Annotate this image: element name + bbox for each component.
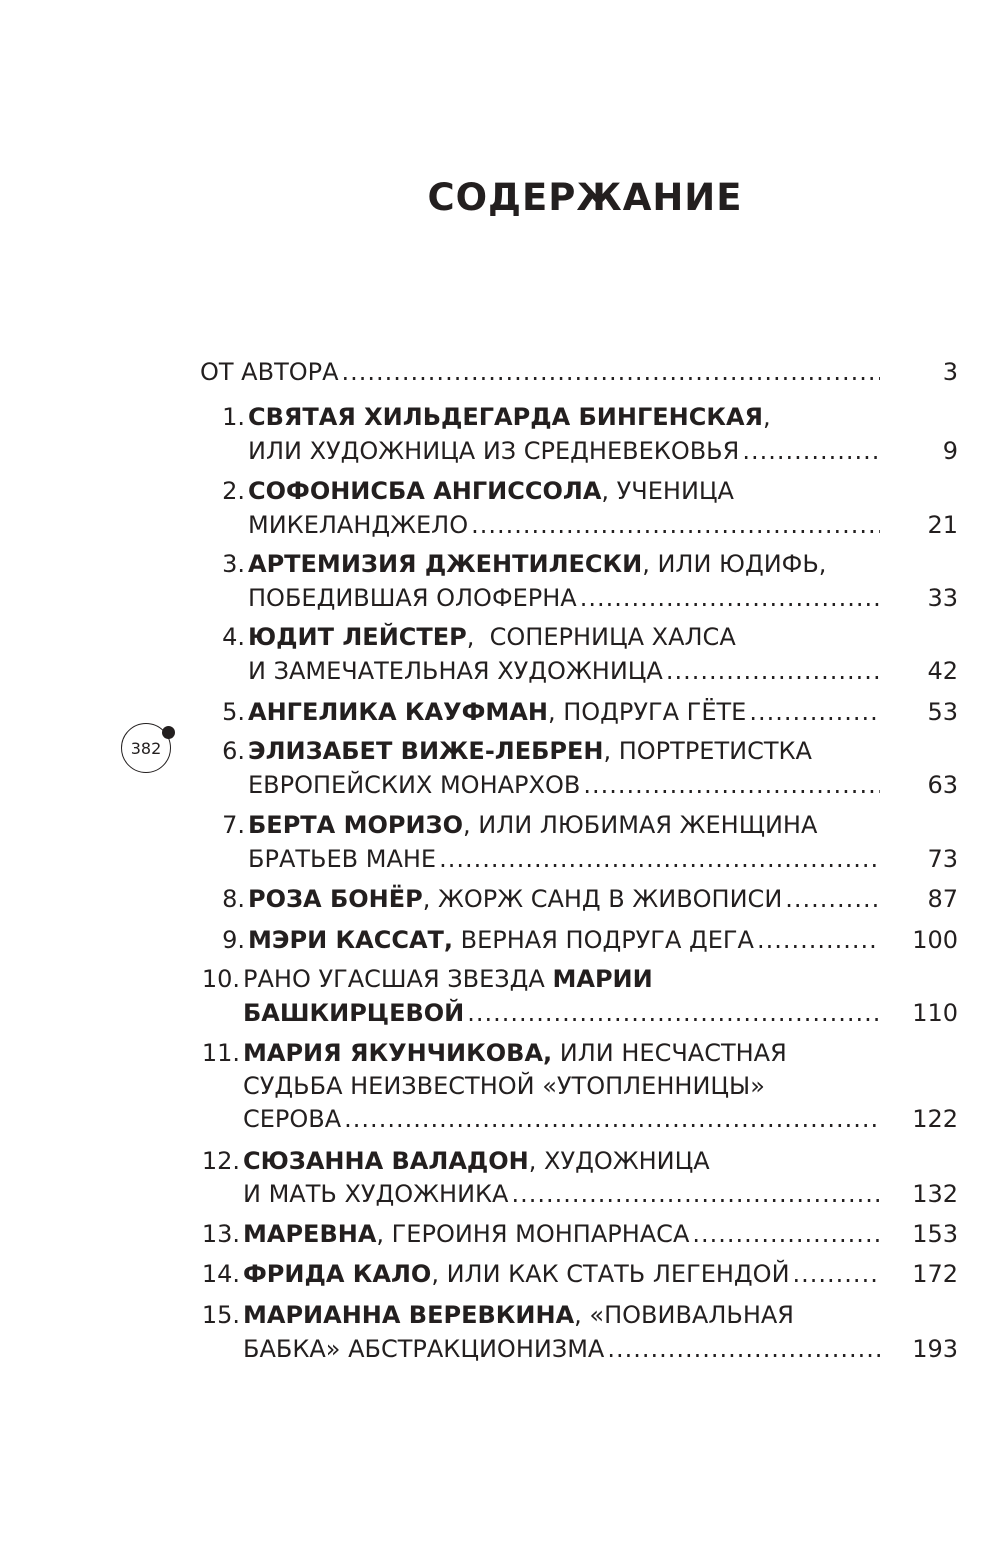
toc-title-text: МИКЕЛАНДЖЕЛО — [248, 511, 469, 539]
toc-line — [200, 734, 958, 768]
toc-number: 5. — [222, 698, 245, 726]
toc-title-text: ОТ АВТОРА — [200, 358, 339, 386]
toc-title-bold: СЮЗАННА ВАЛАДОН — [243, 1147, 529, 1175]
toc-line — [200, 547, 958, 581]
toc-line — [200, 808, 958, 842]
toc-title-bold: МАРИАННА ВЕРЕВКИНА — [243, 1301, 575, 1329]
toc-title-bold: РОЗА БОНЁР — [248, 885, 423, 913]
toc-line — [200, 620, 958, 654]
toc-text — [243, 1144, 710, 1178]
toc-page-number: 122 — [912, 1105, 958, 1133]
toc-title-text: , УЧЕНИЦА — [601, 477, 734, 505]
toc-number: 15. — [201, 1301, 240, 1329]
toc-text — [248, 768, 580, 802]
toc-number: 1. — [222, 403, 245, 431]
toc-text — [243, 1036, 787, 1070]
toc-text — [243, 1298, 794, 1332]
dot-leader — [580, 581, 880, 615]
toc-number: 14. — [201, 1260, 240, 1288]
toc-line — [200, 1069, 958, 1103]
page-title: СОДЕРЖАНИЕ — [427, 176, 743, 219]
toc-title-bold: ЮДИТ ЛЕЙСТЕР — [248, 623, 467, 651]
toc-title-text: ИЛИ НЕСЧАСТНАЯ — [552, 1039, 787, 1067]
toc-text — [243, 996, 464, 1030]
toc-title-bold: МЭРИ КАССАТ, — [248, 926, 454, 954]
toc-line — [200, 1102, 958, 1136]
toc-title-text: , ПОДРУГА ГЁТЕ — [547, 698, 747, 726]
page-number-badge: 382 — [121, 723, 171, 773]
toc-line — [200, 996, 958, 1030]
toc-line — [200, 1332, 958, 1366]
dot-leader — [344, 1102, 880, 1136]
toc-title-text: , ИЛИ ЮДИФЬ, — [642, 550, 827, 578]
toc-title-bold: БАШКИРЦЕВОЙ — [243, 999, 465, 1027]
dot-leader — [757, 923, 880, 957]
dot-leader — [467, 996, 880, 1030]
toc-title-text: СЕРОВА — [243, 1105, 342, 1133]
toc-text — [248, 434, 739, 468]
toc-text — [243, 1069, 765, 1103]
dot-leader — [583, 768, 880, 802]
toc-number: 8. — [222, 885, 245, 913]
dot-leader — [742, 434, 880, 468]
toc-line — [200, 768, 958, 802]
toc-title-text: И МАТЬ ХУДОЖНИКА — [243, 1180, 509, 1208]
toc-number: 12. — [201, 1147, 240, 1175]
toc-line — [200, 508, 958, 542]
toc-text — [248, 923, 754, 957]
toc-page-number: 33 — [927, 584, 958, 612]
toc-text — [248, 808, 817, 842]
toc-page-number: 153 — [912, 1220, 958, 1248]
toc-title-text: , — [763, 403, 771, 431]
toc-number: 2. — [222, 477, 245, 505]
toc-title-bold: АНГЕЛИКА КАУФМАН — [248, 698, 548, 726]
toc-line — [200, 654, 958, 688]
toc-number: 11. — [201, 1039, 240, 1067]
toc-text — [243, 1177, 508, 1211]
dot-leader — [666, 654, 880, 688]
toc-page-number: 73 — [927, 845, 958, 873]
toc-line — [200, 1298, 958, 1332]
toc-number: 13. — [201, 1220, 240, 1248]
toc-line — [200, 695, 958, 729]
toc-page-number: 193 — [912, 1335, 958, 1363]
toc-page-number: 3 — [942, 358, 958, 386]
toc-text — [243, 962, 653, 996]
toc-title-text: БРАТЬЕВ МАНЕ — [248, 845, 437, 873]
toc-line — [200, 1257, 958, 1291]
toc-page-number: 172 — [912, 1260, 958, 1288]
toc-line — [200, 882, 958, 916]
toc-title-bold: ФРИДА КАЛО — [243, 1260, 432, 1288]
toc-text — [243, 1217, 689, 1251]
dot-leader — [607, 1332, 880, 1366]
toc-text — [248, 654, 663, 688]
toc-page-number: 110 — [912, 999, 958, 1027]
toc-text — [248, 620, 736, 654]
toc-page-number: 42 — [927, 657, 958, 685]
toc-line — [200, 1144, 958, 1178]
toc-number: 10. — [201, 965, 240, 993]
toc-title-text: , ИЛИ ЛЮБИМАЯ ЖЕНЩИНА — [463, 811, 818, 839]
toc-title-bold: БЕРТА МОРИЗО — [248, 811, 463, 839]
dot-leader — [342, 355, 880, 389]
toc-page-number: 100 — [912, 926, 958, 954]
toc-title-bold: МАРИИ — [552, 965, 653, 993]
toc-title-text: , ХУДОЖНИЦА — [528, 1147, 710, 1175]
toc-number: 3. — [222, 550, 245, 578]
dot-leader — [471, 508, 880, 542]
toc-title-text: ИЛИ ХУДОЖНИЦА ИЗ СРЕДНЕВЕКОВЬЯ — [248, 437, 740, 465]
toc-text — [248, 400, 771, 434]
toc-text — [248, 508, 468, 542]
toc-page-number: 9 — [942, 437, 958, 465]
toc-title-bold: ЭЛИЗАБЕТ ВИЖЕ-ЛЕБРЕН — [248, 737, 604, 765]
toc-text — [243, 1332, 604, 1366]
toc-title-text: , СОПЕРНИЦА ХАЛСА — [466, 623, 736, 651]
dot-leader — [439, 842, 880, 876]
toc-line — [200, 923, 958, 957]
toc-title-bold: СВЯТАЯ ХИЛЬДЕГАРДА БИНГЕНСКАЯ — [248, 403, 764, 431]
toc-text — [243, 1257, 790, 1291]
toc-line — [200, 581, 958, 615]
toc-line — [200, 1177, 958, 1211]
page-number-dot — [162, 726, 175, 739]
toc-title-text: , «ПОВИВАЛЬНАЯ — [574, 1301, 794, 1329]
toc-line — [200, 400, 958, 434]
toc-line — [200, 962, 958, 996]
toc-text — [248, 581, 577, 615]
toc-text — [243, 1102, 341, 1136]
toc-page-number: 87 — [927, 885, 958, 913]
toc-text — [248, 882, 782, 916]
toc-title-text: СУДЬБА НЕИЗВЕСТНОЙ «УТОПЛЕННИЦЫ» — [243, 1072, 765, 1100]
toc-title-text: , ИЛИ КАК СТАТЬ ЛЕГЕНДОЙ — [431, 1260, 790, 1288]
toc-title-bold: СОФОНИСБА АНГИССОЛА — [248, 477, 602, 505]
toc-line — [200, 1036, 958, 1070]
dot-leader — [793, 1257, 880, 1291]
toc-title-text: , ПОРТРЕТИСТКА — [603, 737, 812, 765]
toc-title-text: , ГЕРОИНЯ МОНПАРНАСА — [376, 1220, 690, 1248]
toc-title-text: БАБКА» АБСТРАКЦИОНИЗМА — [243, 1335, 605, 1363]
toc-title-text: , ЖОРЖ САНД В ЖИВОПИСИ — [422, 885, 783, 913]
toc-title-text: ЕВРОПЕЙСКИХ МОНАРХОВ — [248, 771, 581, 799]
toc-title-text: РАНО УГАСШАЯ ЗВЕЗДА — [243, 965, 553, 993]
toc-text — [248, 547, 826, 581]
toc-title-text: И ЗАМЕЧАТЕЛЬНАЯ ХУДОЖНИЦА — [248, 657, 663, 685]
dot-leader — [785, 882, 880, 916]
toc-text — [248, 695, 746, 729]
toc-number: 4. — [222, 623, 245, 651]
dot-leader — [749, 695, 880, 729]
toc-line — [200, 474, 958, 508]
toc-number: 6. — [222, 737, 245, 765]
toc-text — [200, 355, 339, 389]
toc-page-number: 63 — [927, 771, 958, 799]
toc-line — [200, 1217, 958, 1251]
toc-title-bold: АРТЕМИЗИЯ ДЖЕНТИЛЕСКИ — [248, 550, 643, 578]
dot-leader — [511, 1177, 880, 1211]
toc-number: 9. — [222, 926, 245, 954]
toc-text — [248, 734, 812, 768]
toc-line — [200, 842, 958, 876]
toc-title-text: ПОБЕДИВШАЯ ОЛОФЕРНА — [248, 584, 577, 612]
toc-text — [248, 474, 734, 508]
toc-text — [248, 842, 436, 876]
toc-page-number: 21 — [927, 511, 958, 539]
toc-page-number: 132 — [912, 1180, 958, 1208]
toc-line — [200, 434, 958, 468]
toc-title-text: ВЕРНАЯ ПОДРУГА ДЕГА — [453, 926, 754, 954]
toc-title-bold: МАРИЯ ЯКУНЧИКОВА, — [243, 1039, 553, 1067]
toc-page-number: 53 — [927, 698, 958, 726]
toc-title-bold: МАРЕВНА — [243, 1220, 377, 1248]
toc-number: 7. — [222, 811, 245, 839]
dot-leader — [692, 1217, 880, 1251]
toc-line — [200, 355, 958, 389]
